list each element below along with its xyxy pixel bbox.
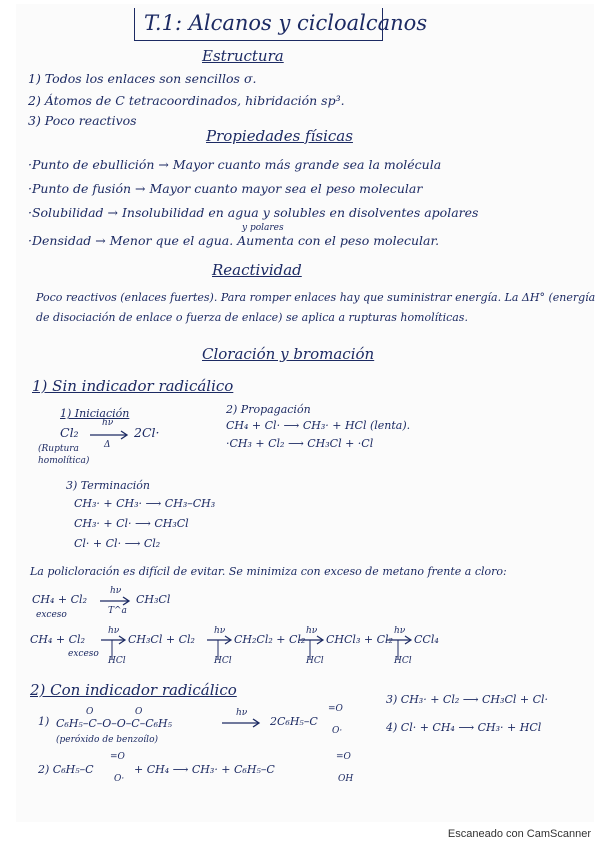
propagacion-eq-2: ·CH₃ + Cl₂ ⟶ CH₃Cl + ·Cl bbox=[226, 437, 374, 450]
r1-number: 1) bbox=[38, 715, 50, 728]
r1-reactant-name: (peróxido de benzoílo) bbox=[56, 735, 158, 745]
scanner-watermark: Escaneado con CamScanner bbox=[447, 828, 591, 840]
reactividad-line-1: Poco reactivos (enlaces fuertes). Para romper enlaces hay que suministrar energía. La ΔH° (energía bbox=[36, 291, 596, 304]
propiedad-densidad: ·Densidad → Menor que el agua. Aumenta con el peso molecular. bbox=[28, 233, 440, 248]
estructura-item-1: 1) Todos los enlaces son sencillos σ. bbox=[28, 71, 257, 86]
r4-equation: 4) Cl· + CH₄ ⟶ CH₃· + HCl bbox=[386, 721, 542, 734]
heading-estructura: Estructura bbox=[202, 47, 284, 65]
r3-equation: 3) CH₃· + Cl₂ ⟶ CH₃Cl + Cl· bbox=[386, 693, 549, 706]
eqA-exceso: exceso bbox=[36, 610, 67, 620]
heading-reactividad: Reactividad bbox=[212, 261, 302, 279]
r2-o-up: =O bbox=[110, 752, 125, 762]
eqB-step-1: CH₄ + Cl₂ bbox=[30, 633, 85, 646]
terminacion-label: 3) Terminación bbox=[66, 479, 151, 492]
heading-con-indicador: 2) Con indicador radicálico bbox=[30, 681, 237, 699]
r1-carbonyl-o-2: O bbox=[135, 707, 143, 717]
terminacion-eq-1: CH₃· + CH₃· ⟶ CH₃–CH₃ bbox=[74, 497, 216, 510]
eqA-over: hν bbox=[110, 586, 122, 596]
r1-product: 2C₆H₅–C bbox=[270, 715, 318, 728]
r1-reactant: C₆H₅–C–O–O–C–C₆H₅ bbox=[56, 717, 173, 730]
iniciacion-note-2: homolítica) bbox=[38, 456, 90, 466]
iniciacion-under: Δ bbox=[104, 440, 111, 450]
heading-propiedades: Propiedades físicas bbox=[206, 127, 353, 145]
propiedad-insert: y polares bbox=[242, 223, 284, 233]
page-title: T.1: Alcanos y cicloalcanos bbox=[144, 11, 428, 35]
iniciacion-note-1: (Ruptura bbox=[38, 444, 79, 454]
eqB-hcl-1: HCl bbox=[108, 656, 126, 666]
eqB-step-3: CH₂Cl₂ + Cl₂ bbox=[234, 633, 306, 646]
propiedad-ebullicion: ·Punto de ebullición → Mayor cuanto más grande sea la molécula bbox=[28, 157, 442, 172]
terminacion-eq-2: CH₃· + Cl· ⟶ CH₃Cl bbox=[74, 517, 189, 530]
notebook-page bbox=[16, 4, 594, 822]
eqB-hcl-3: HCl bbox=[306, 656, 324, 666]
r1-product-o-up: =O bbox=[328, 704, 343, 714]
iniciacion-arrow bbox=[88, 430, 132, 440]
r1-over: hν bbox=[236, 708, 248, 718]
iniciacion-product: 2Cl· bbox=[134, 425, 160, 440]
propiedad-solubilidad: ·Solubilidad → Insolubilidad en agua y solubles en disolventes apolares bbox=[28, 205, 479, 220]
propagacion-label: 2) Propagación bbox=[226, 403, 311, 416]
r1-carbonyl-o-1: O bbox=[86, 707, 94, 717]
eqA-product: CH₃Cl bbox=[136, 593, 171, 606]
eqB-step-4: CHCl₃ + Cl₂ bbox=[326, 633, 393, 646]
eqB-over-2: hν bbox=[214, 626, 226, 636]
heading-sin-indicador: 1) Sin indicador radicálico bbox=[32, 377, 234, 395]
propagacion-eq-1: CH₄ + Cl· ⟶ CH₃· + HCl (lenta). bbox=[226, 419, 411, 432]
eqB-over-4: hν bbox=[394, 626, 406, 636]
eqA-under: T^a bbox=[108, 606, 127, 616]
eqA-left: CH₄ + Cl₂ bbox=[32, 593, 87, 606]
terminacion-eq-3: Cl· + Cl· ⟶ Cl₂ bbox=[74, 537, 161, 550]
r2-o-down: O· bbox=[114, 774, 125, 784]
eqB-step-5: CCl₄ bbox=[414, 633, 439, 646]
reactividad-line-2: de disociación de enlace o fuerza de enlace) se aplica a rupturas homolíticas. bbox=[36, 311, 468, 324]
estructura-item-3: 3) Poco reactivos bbox=[28, 113, 137, 128]
eqB-exceso: exceso bbox=[68, 649, 99, 659]
r2-rest: + CH₄ ⟶ CH₃· + C₆H₅–C bbox=[134, 763, 275, 776]
r1-product-o-down: O· bbox=[332, 726, 343, 736]
r1-arrow bbox=[220, 718, 264, 728]
eqB-over-3: hν bbox=[306, 626, 318, 636]
eqA-arrow bbox=[98, 596, 134, 606]
eqB-step-2: CH₃Cl + Cl₂ bbox=[128, 633, 195, 646]
eqB-hcl-4: HCl bbox=[394, 656, 412, 666]
policloracion-text: La policloración es difícil de evitar. Se minimiza con exceso de metano frente a cloro: bbox=[30, 565, 507, 578]
eqB-hcl-2: HCl bbox=[214, 656, 232, 666]
r2-start: 2) C₆H₅–C bbox=[38, 763, 94, 776]
eqB-over-1: hν bbox=[108, 626, 120, 636]
heading-cloracion: Cloración y bromación bbox=[202, 345, 375, 363]
iniciacion-over: hν bbox=[102, 418, 114, 428]
r2-product-oh: OH bbox=[338, 774, 354, 784]
r2-product-o-up: =O bbox=[336, 752, 351, 762]
iniciacion-reactant: Cl₂ bbox=[60, 425, 79, 440]
iniciacion-label: 1) Iniciación bbox=[60, 407, 130, 420]
propiedad-fusion: ·Punto de fusión → Mayor cuanto mayor sea el peso molecular bbox=[28, 181, 423, 196]
estructura-item-2: 2) Átomos de C tetracoordinados, hibridación sp³. bbox=[28, 93, 345, 108]
